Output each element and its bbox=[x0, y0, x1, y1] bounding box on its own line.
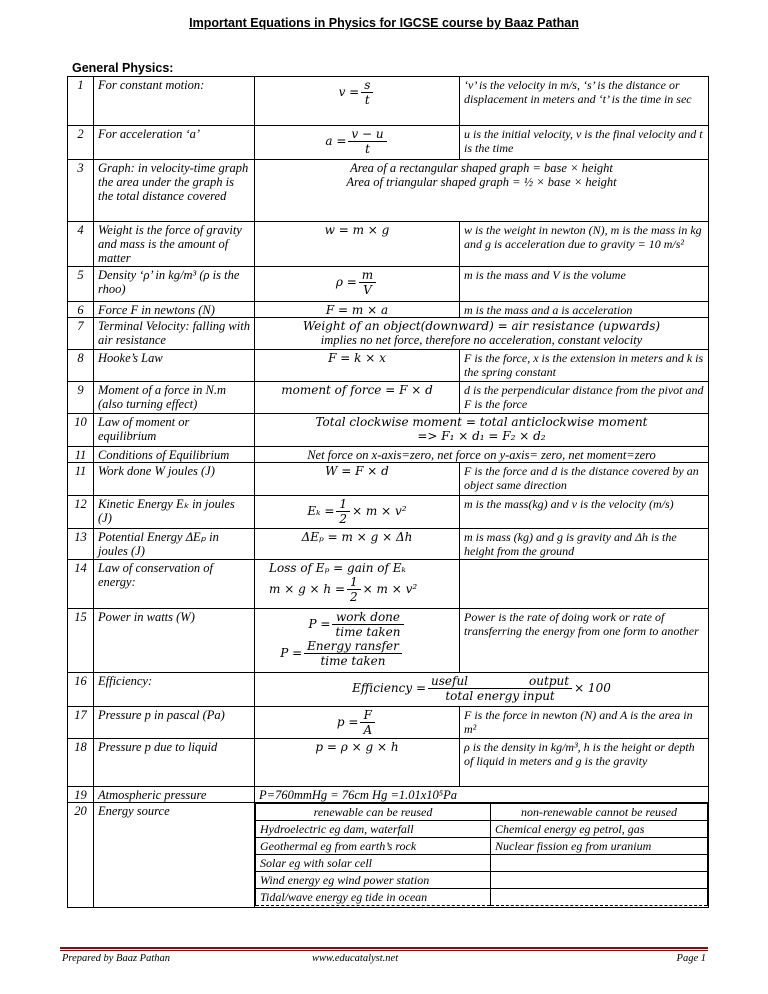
table-row bbox=[68, 267, 709, 302]
formula-conservation: Loss of Eₚ = gain of Eₖ m × g × h = $\frac{1}{2}$ × m × v² bbox=[255, 560, 460, 609]
row-wide-text: Area of a rectangular shaped graph = base × height Area of triangular shaped graph = ½ × base × height bbox=[255, 160, 709, 222]
row-number: 4 bbox=[68, 222, 94, 267]
row-number: 11 bbox=[68, 463, 94, 496]
row-note: ‘v’ is the velocity in m/s, ‘s’ is the distance or displacement in meters and ‘t’ is the time in sec bbox=[460, 77, 709, 126]
list-item: Hydroelectric eg dam, waterfall bbox=[256, 821, 491, 838]
nonrenewable-heading: non-renewable cannot be reused bbox=[491, 804, 708, 821]
row-number: 6 bbox=[68, 302, 94, 318]
table-row bbox=[68, 126, 709, 160]
table-row bbox=[68, 803, 709, 908]
table-row bbox=[68, 496, 709, 529]
row-number: 19 bbox=[68, 787, 94, 803]
footer-page-number: Page 1 bbox=[676, 953, 706, 964]
row-description: Terminal Velocity: falling with air resistance bbox=[94, 318, 255, 350]
row-description: Density ‘ρ’ in kg/m³ (ρ is the rhoo) bbox=[94, 267, 255, 302]
row-note: Power is the rate of doing work or rate of transferring the energy from one form to another bbox=[460, 609, 709, 673]
formula-velocity: v = $\frac{s}{t}$ bbox=[255, 77, 460, 126]
row-number: 18 bbox=[68, 739, 94, 787]
row-description: Law of moment or equilibrium bbox=[94, 414, 255, 447]
table-row bbox=[68, 222, 709, 267]
row-number: 15 bbox=[68, 609, 94, 673]
row-note: m is mass (kg) and g is gravity and Δh is the height from the ground bbox=[460, 529, 709, 560]
table-row bbox=[68, 302, 709, 318]
row-note: F is the force and d is the distance covered by an object same direction bbox=[460, 463, 709, 496]
table-row bbox=[68, 673, 709, 707]
formula-power: P = $\frac{\text{work done}}{\text{time taken}}$ P = $\frac{\text{Energy ransfer}}{\text{time taken}}$ bbox=[255, 609, 460, 673]
list-item: Solar eg with solar cell bbox=[256, 855, 491, 872]
formula-work: W = F × d bbox=[255, 463, 460, 496]
row-description: Potential Energy ΔEₚ in joules (J) bbox=[94, 529, 255, 560]
table-row bbox=[68, 787, 709, 803]
row-description: Weight is the force of gravity and mass is the amount of matter bbox=[94, 222, 255, 267]
table-row bbox=[68, 463, 709, 496]
row-note: w is the weight in newton (N), m is the mass in kg and g is acceleration due to gravity = 10 m/s² bbox=[460, 222, 709, 267]
row-description: Work done W joules (J) bbox=[94, 463, 255, 496]
list-item bbox=[491, 889, 708, 906]
row-number: 1 bbox=[68, 77, 94, 126]
renewable-heading: renewable can be reused bbox=[256, 804, 491, 821]
table-row bbox=[68, 350, 709, 382]
row-number: 16 bbox=[68, 673, 94, 707]
formula-force: F = m × a bbox=[255, 302, 460, 318]
row-wide-text: Total clockwise moment = total anticlockwise moment => F₁ × d₁ = F₂ × d₂ bbox=[255, 414, 709, 447]
row-number: 5 bbox=[68, 267, 94, 302]
row-note: F is the force in newton (N) and A is the area in m² bbox=[460, 707, 709, 739]
row-number: 12 bbox=[68, 496, 94, 529]
row-description: Graph: in velocity-time graph the area under the graph is the total distance covered bbox=[94, 160, 255, 222]
list-item bbox=[491, 855, 708, 872]
formula-potential-energy: ΔEₚ = m × g × Δh bbox=[255, 529, 460, 560]
row-number: 3 bbox=[68, 160, 94, 222]
row-description: For acceleration ‘a’ bbox=[94, 126, 255, 160]
row-description: Law of conservation of energy: bbox=[94, 560, 255, 609]
footer-divider bbox=[60, 950, 708, 951]
formula-kinetic-energy: Eₖ = $\frac{1}{2}$ × m × v² bbox=[255, 496, 460, 529]
row-number: 20 bbox=[68, 803, 94, 908]
row-number: 2 bbox=[68, 126, 94, 160]
row-note: m is the mass and V is the volume bbox=[460, 267, 709, 302]
formula-efficiency: Efficiency = $\frac{\text{useful output}}{\text{total energy input}}$ × 100 bbox=[255, 673, 709, 707]
table-row bbox=[68, 382, 709, 414]
energy-sources-table bbox=[255, 803, 708, 906]
row-description: Energy source bbox=[94, 803, 255, 908]
row-number: 7 bbox=[68, 318, 94, 350]
list-item: Chemical energy eg petrol, gas bbox=[491, 821, 708, 838]
list-item: Nuclear fission eg from uranium bbox=[491, 838, 708, 855]
row-note: ρ is the density in kg/m³, h is the height or depth of liquid in meters and g is the gravity bbox=[460, 739, 709, 787]
footer-author: Prepared by Baaz Pathan bbox=[62, 953, 170, 964]
table-row bbox=[68, 318, 709, 350]
footer-website: www.educatalyst.net bbox=[312, 953, 399, 964]
row-note: d is the perpendicular distance from the pivot and F is the force bbox=[460, 382, 709, 414]
row-note: m is the mass(kg) and v is the velocity (m/s) bbox=[460, 496, 709, 529]
table-row bbox=[68, 160, 709, 222]
formula-density: ρ = $\frac{m}{V}$ bbox=[255, 267, 460, 302]
row-description: Pressure p in pascal (Pa) bbox=[94, 707, 255, 739]
table-row bbox=[68, 529, 709, 560]
formula-pressure: p = $\frac{F}{A}$ bbox=[255, 707, 460, 739]
formula-moment: moment of force = F × d bbox=[255, 382, 460, 414]
list-item: Geothermal eg from earth’s rock bbox=[256, 838, 491, 855]
list-item: Wind energy eg wind power station bbox=[256, 872, 491, 889]
row-note: m is the mass and a is acceleration bbox=[460, 302, 709, 318]
formula-liquid-pressure: p = ρ × g × h bbox=[255, 739, 460, 787]
table-row bbox=[68, 414, 709, 447]
row-description: Conditions of Equilibrium bbox=[94, 447, 255, 463]
table-row bbox=[68, 739, 709, 787]
list-item: Tidal/wave energy eg tide in ocean bbox=[256, 889, 491, 906]
table-row bbox=[68, 560, 709, 609]
row-wide-text: P=760mmHg = 76cm Hg =1.01x10⁵Pa bbox=[255, 787, 709, 803]
energy-sources bbox=[255, 803, 709, 908]
formula-hooke: F = k × x bbox=[255, 350, 460, 382]
row-number: 11 bbox=[68, 447, 94, 463]
table-row bbox=[68, 609, 709, 673]
page-title: Important Equations in Physics for IGCSE course by Baaz Pathan bbox=[189, 16, 579, 30]
section-title: General Physics: bbox=[72, 61, 174, 75]
list-item bbox=[491, 872, 708, 889]
equations-table bbox=[67, 76, 709, 908]
row-description: Atmospheric pressure bbox=[94, 787, 255, 803]
row-number: 10 bbox=[68, 414, 94, 447]
row-note: u is the initial velocity, v is the final velocity and t is the time bbox=[460, 126, 709, 160]
row-number: 8 bbox=[68, 350, 94, 382]
table-row bbox=[68, 447, 709, 463]
row-number: 14 bbox=[68, 560, 94, 609]
row-description: Efficiency: bbox=[94, 673, 255, 707]
row-note: F is the force, x is the extension in meters and k is the spring constant bbox=[460, 350, 709, 382]
row-description: For constant motion: bbox=[94, 77, 255, 126]
row-description: Force F in newtons (N) bbox=[94, 302, 255, 318]
formula-acceleration: a = $\frac{v - u}{t}$ bbox=[255, 126, 460, 160]
table-row bbox=[68, 707, 709, 739]
row-description: Power in watts (W) bbox=[94, 609, 255, 673]
row-description: Moment of a force in N.m (also turning effect) bbox=[94, 382, 255, 414]
formula-weight: w = m × g bbox=[255, 222, 460, 267]
row-wide-text: Net force on x-axis=zero, net force on y-axis= zero, net moment=zero bbox=[255, 447, 709, 463]
row-number: 17 bbox=[68, 707, 94, 739]
row-number: 13 bbox=[68, 529, 94, 560]
row-wide-text: Weight of an object(downward) = air resistance (upwards) implies no net force, therefore no acceleration, constant velocity bbox=[255, 318, 709, 350]
row-description: Pressure p due to liquid bbox=[94, 739, 255, 787]
footer-divider bbox=[60, 947, 708, 949]
row-description: Kinetic Energy Eₖ in joules (J) bbox=[94, 496, 255, 529]
row-number: 9 bbox=[68, 382, 94, 414]
row-description: Hooke’s Law bbox=[94, 350, 255, 382]
table-row bbox=[68, 77, 709, 126]
